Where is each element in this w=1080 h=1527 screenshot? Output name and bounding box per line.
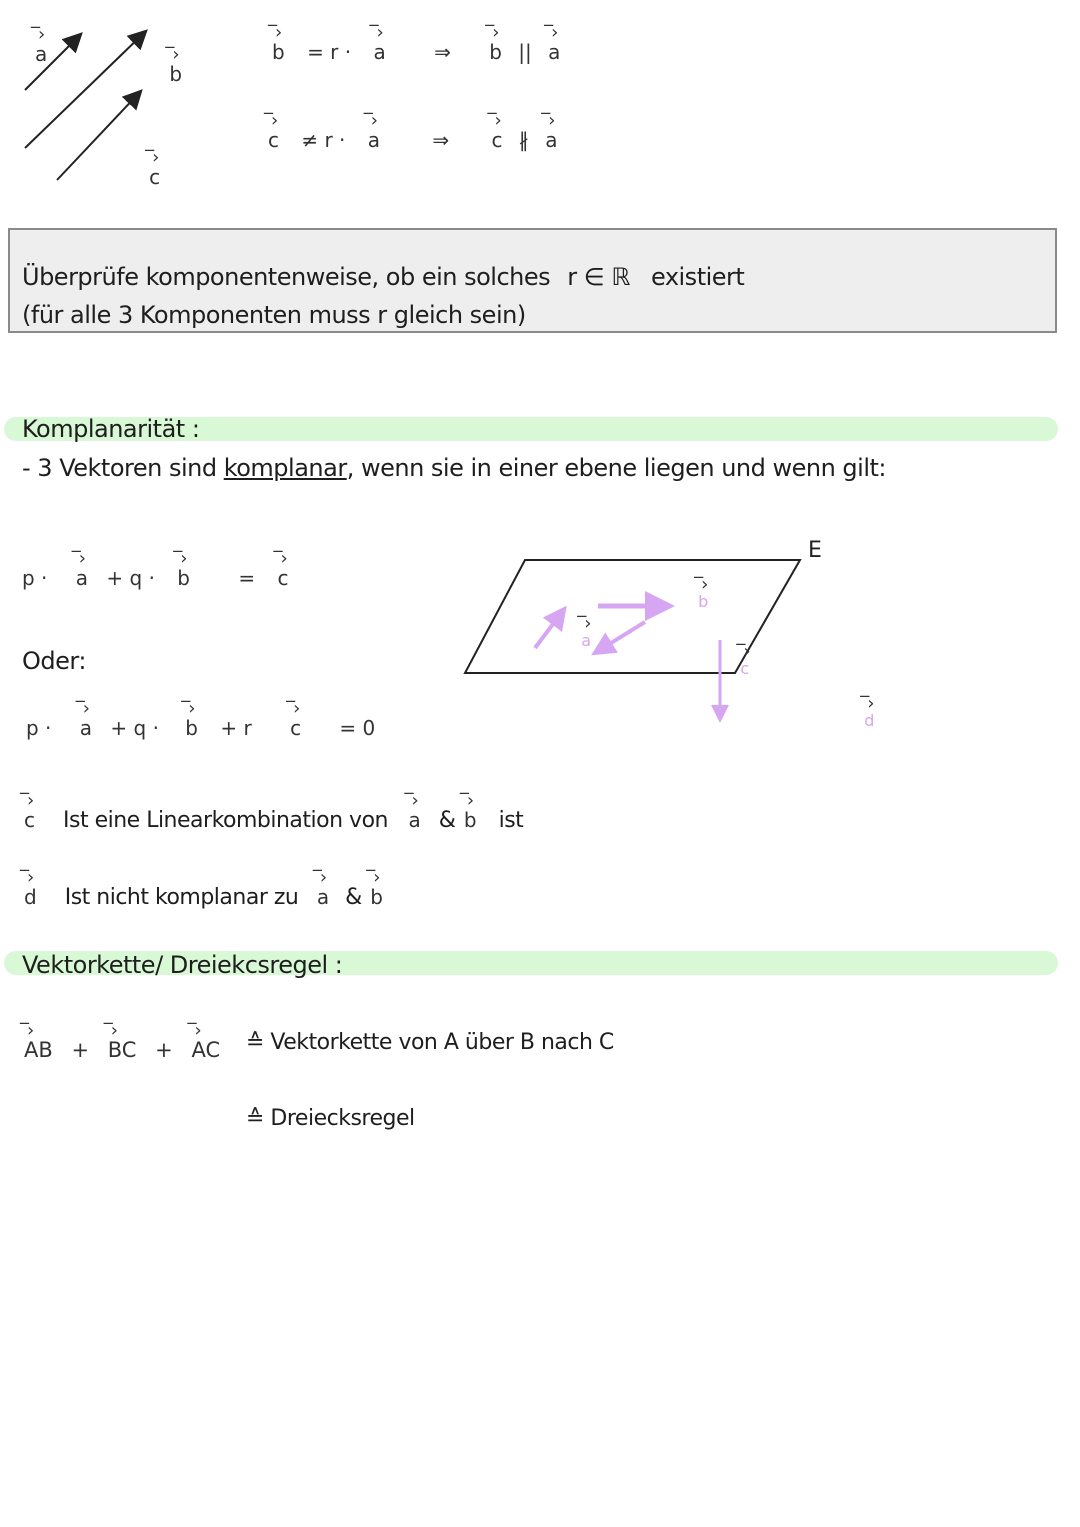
stmt-c-label: ‾› c (24, 798, 35, 832)
desc-after: , wenn sie in einer ebene liegen und wenn gilt: (346, 454, 886, 482)
stmt-d-b: ‾› b (370, 875, 382, 909)
eq1-result-right: ‾› a (548, 30, 560, 64)
vk-plus-2: + (155, 1038, 173, 1062)
plane-label-c: ‾› c (740, 649, 749, 678)
eq2-rhs: ‾› a (368, 118, 380, 152)
eq1-op: = r · (307, 40, 352, 64)
eq2-plus-r: + r (220, 716, 252, 740)
label-b: ‾› b (169, 52, 182, 86)
vk-plus-1: + (71, 1038, 90, 1062)
eq-equals: = (238, 566, 256, 590)
eq2-plus-q: + q · (110, 716, 159, 740)
stmt-c-amp: & (438, 808, 456, 833)
stmt-d-a: ‾› a (317, 875, 329, 909)
vektorkette-meaning: ≙ Vektorkette von A über B nach C (246, 1030, 614, 1055)
heading-vektorkette: Vektorkette/ Dreiekcsregel : (22, 951, 343, 979)
eq2-op: ≠ r · (301, 128, 346, 152)
heading-komplanaritaet: Komplanarität : (22, 415, 200, 443)
plane-arrow-a (535, 612, 562, 648)
eq2-lhs: ‾› c (268, 118, 279, 152)
hint-text: Überprüfe komponentenweise, ob ein solches (22, 263, 551, 291)
statement-c (22, 798, 523, 833)
dreiecksregel-meaning: ≙ Dreiecksregel (246, 1106, 415, 1131)
eq-p: p · (22, 566, 48, 590)
eq1-implies: ⇒ (434, 40, 451, 64)
vektorkette-equation (22, 1028, 222, 1062)
stmt-d-text: Ist nicht komplanar zu (64, 885, 299, 910)
statement-d (22, 875, 384, 910)
stmt-c-end: ist (498, 808, 524, 833)
plane-arrow-c (598, 622, 645, 651)
eq2-p: p · (26, 716, 52, 740)
eq-c: ‾› c (277, 556, 288, 590)
stmt-d-label: ‾› d (24, 875, 36, 909)
eq2-equals-zero: = 0 (339, 716, 376, 740)
desc-komplanar: komplanar (223, 454, 347, 482)
eq2-c: ‾› c (290, 706, 301, 740)
stmt-c-a: ‾› a (408, 798, 420, 832)
vec-ab: ‾› AB (24, 1028, 53, 1062)
stmt-d-amp: & (345, 885, 362, 910)
plane-e (465, 560, 800, 673)
komplanar-equation-2 (26, 706, 375, 740)
eq-b: ‾› b (177, 556, 190, 590)
plane-label-e: E (808, 538, 822, 563)
equation-parallel (270, 30, 562, 64)
label-c: ‾› c (149, 155, 160, 189)
eq1-parallel: || (518, 40, 532, 64)
komplanar-description (22, 454, 886, 482)
eq1-lhs: ‾› b (272, 30, 285, 64)
eq-a: ‾› a (76, 556, 88, 590)
plane-label-d: ‾› d (864, 701, 874, 730)
plane-label-b: ‾› b (698, 582, 708, 611)
stmt-c-b: ‾› b (464, 798, 476, 832)
vec-ac: ‾› AC (191, 1028, 220, 1062)
eq2-result-left: ‾› c (492, 118, 503, 152)
plane-label-a: ‾› a (581, 621, 591, 650)
eq-plus-q: + q · (106, 566, 155, 590)
hint-line-1 (22, 263, 744, 291)
hint-line-2: (für alle 3 Komponenten muss r gleich sein) (22, 301, 526, 329)
eq2-not-parallel: ∦ (518, 128, 529, 152)
eq2-a: ‾› a (80, 706, 92, 740)
label-a: ‾› a (35, 32, 47, 66)
eq2-b: ‾› b (185, 706, 198, 740)
stmt-c-text: Ist eine Linearkombination von (63, 808, 388, 833)
eq2-implies: ⇒ (432, 128, 450, 152)
desc-before: - 3 Vektoren sind (22, 454, 217, 482)
komplanar-equation-1 (22, 556, 290, 590)
hint-end: existiert (650, 263, 745, 291)
eq2-result-right: ‾› a (545, 118, 557, 152)
vec-bc: ‾› BC (108, 1028, 137, 1062)
oder-label: Oder: (22, 647, 86, 675)
eq1-result-left: ‾› b (489, 30, 502, 64)
hint-math: r ∈ ℝ (567, 263, 630, 291)
equation-not-parallel (266, 118, 560, 152)
eq1-rhs: ‾› a (373, 30, 385, 64)
